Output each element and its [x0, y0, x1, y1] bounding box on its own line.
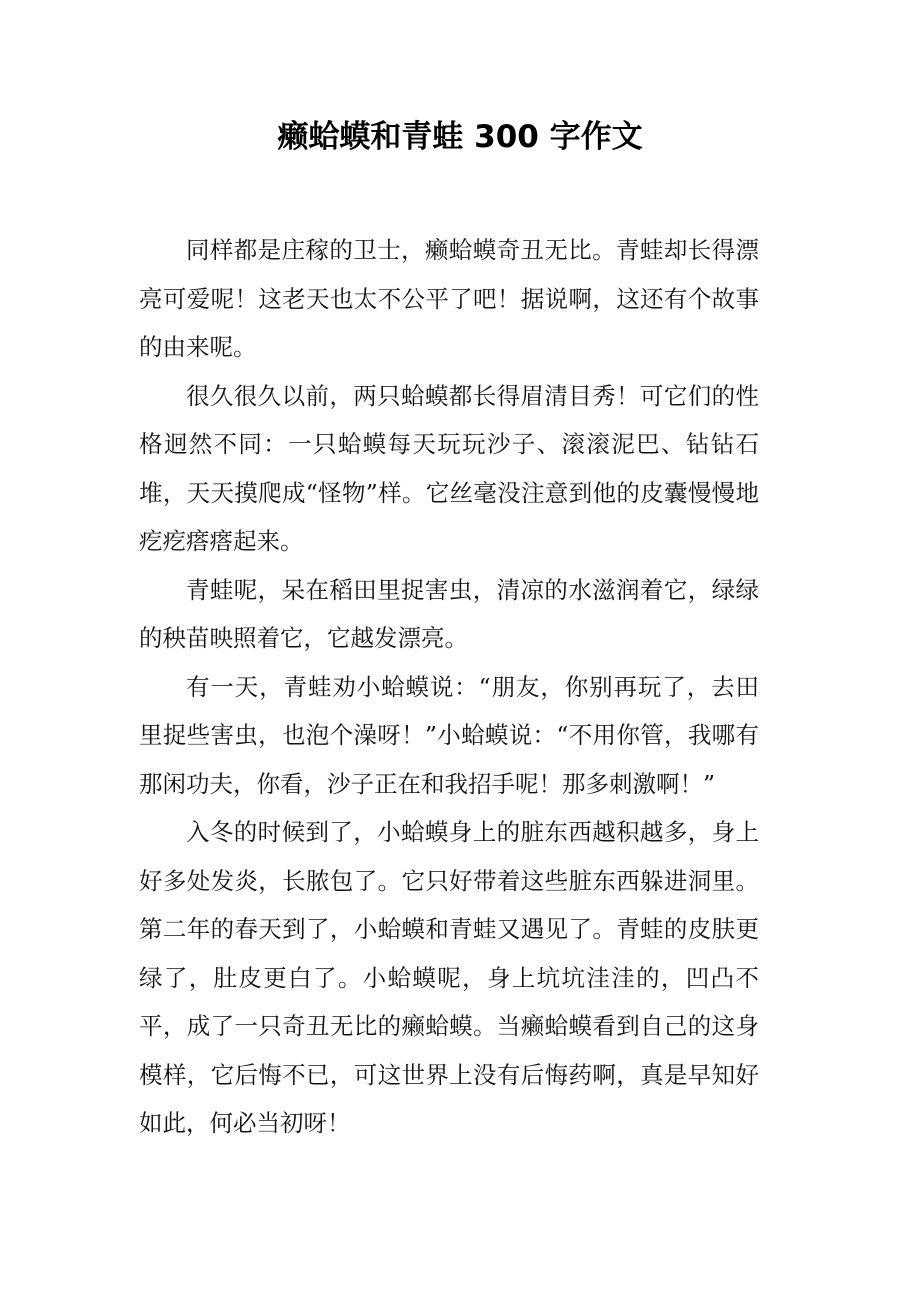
essay-body	[139, 226, 759, 1148]
paragraph-3: 青蛙呢，呆在稻田里捉害虫，清凉的水滋润着它，绿绿的秧苗映照着它，它越发漂亮。	[139, 575, 759, 652]
paragraph-5: 入冬的时候到了，小蛤蟆身上的脏东西越积越多，身上好多处发炎，长脓包了。它只好带着这些脏东西躲进洞里。第二年的春天到了，小蛤蟆和青蛙又遇见了。青蛙的皮肤更绿了，肚皮更白了。小蛤蟆呢，身上坑坑洼洼的，凹凸不平，成了一只奇丑无比的癞蛤蟆。当癞蛤蟆看到自己的这身模样，它后悔不已，可这世界上没有后悔药啊，真是早知好如此，何必当初呀！	[139, 818, 759, 1137]
paragraph-2: 很久很久以前，两只蛤蟆都长得眉清目秀！可它们的性格迥然不同：一只蛤蟆每天玩玩沙子、滚滚泥巴、钻钻石堆，天天摸爬成“怪物”样。它丝毫没注意到他的皮囊慢慢地疙疙瘩瘩起来。	[139, 381, 759, 555]
paragraph-1: 同样都是庄稼的卫士，癞蛤蟆奇丑无比。青蛙却长得漂亮可爱呢！这老天也太不公平了吧！据说啊，这还有个故事的由来呢。	[139, 236, 759, 361]
page-title: 癞蛤蟆和青蛙 300 字作文	[277, 119, 643, 155]
paragraph-4: 有一天，青蛙劝小蛤蟆说：“朋友，你别再玩了，去田里捉些害虫，也泡个澡呀！”小蛤蟆说：“不用你管，我哪有那闲功夫，你看，沙子正在和我招手呢！那多刺激啊！”	[139, 672, 759, 798]
